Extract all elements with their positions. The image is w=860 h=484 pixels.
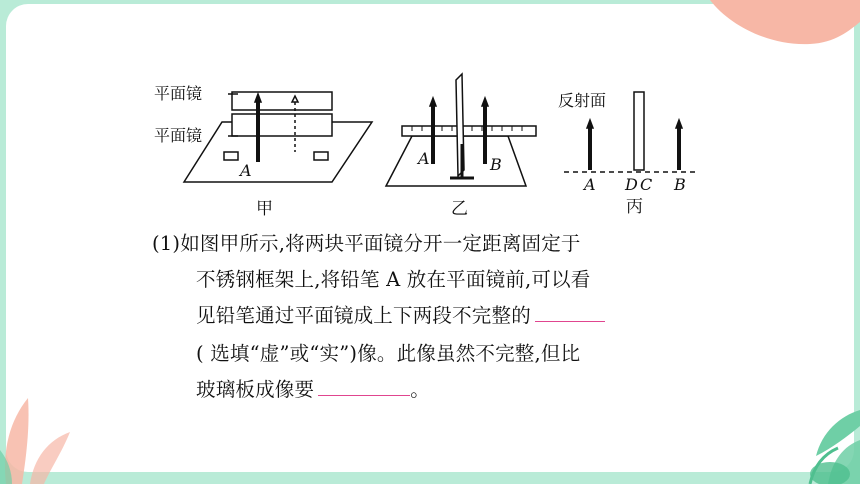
question-block <box>150 226 710 432</box>
question-text-line-2: 不锈钢框架上,将铅笔 A 放在平面镜前,可以看 <box>196 268 591 291</box>
question-line-4 <box>196 336 580 372</box>
pencil-label-a-jia: A <box>240 161 252 180</box>
answer-blank-2[interactable] <box>318 373 410 396</box>
question-line-5 <box>196 372 430 408</box>
mirror-label-lower: 平面镜 <box>154 126 203 145</box>
figure-yi <box>386 74 536 186</box>
reflective-surface-label: 反射面 <box>558 91 607 110</box>
point-label-c: C <box>640 175 653 194</box>
question-text-line-1: 如图甲所示,将两块平面镜分开一定距离固定于 <box>180 232 581 255</box>
experiment-figures <box>150 66 710 222</box>
question-line-1 <box>152 226 581 262</box>
leaf-right-decoration <box>770 370 860 484</box>
caption-yi: 乙 <box>451 199 468 219</box>
question-text-line-5: 玻璃板成像要 <box>196 378 315 401</box>
question-line-2 <box>196 262 590 298</box>
pencil-label-b-yi: B <box>490 155 502 174</box>
answer-blank-1[interactable] <box>535 299 605 322</box>
question-number: (1) <box>152 232 181 255</box>
question-text-line-4: ( 选填“虚”或“实”)像。此像虽然不完整,但比 <box>196 342 581 365</box>
question-text-line-3: 见铅笔通过平面镜成上下两段不完整的 <box>196 304 531 327</box>
caption-bing: 丙 <box>626 197 643 217</box>
point-label-b-bing: B <box>674 175 686 194</box>
caption-jia: 甲 <box>256 199 273 219</box>
question-end-mark: 。 <box>410 378 430 401</box>
question-line-3 <box>196 298 605 334</box>
pencil-label-a-yi: A <box>418 149 430 168</box>
coral-blob-decoration <box>690 0 860 70</box>
point-label-d: D <box>625 175 638 194</box>
leaf-left-decoration <box>0 380 90 484</box>
mirror-label-upper: 平面镜 <box>154 84 203 103</box>
point-label-a-bing: A <box>584 175 596 194</box>
figure-jia <box>184 92 372 182</box>
